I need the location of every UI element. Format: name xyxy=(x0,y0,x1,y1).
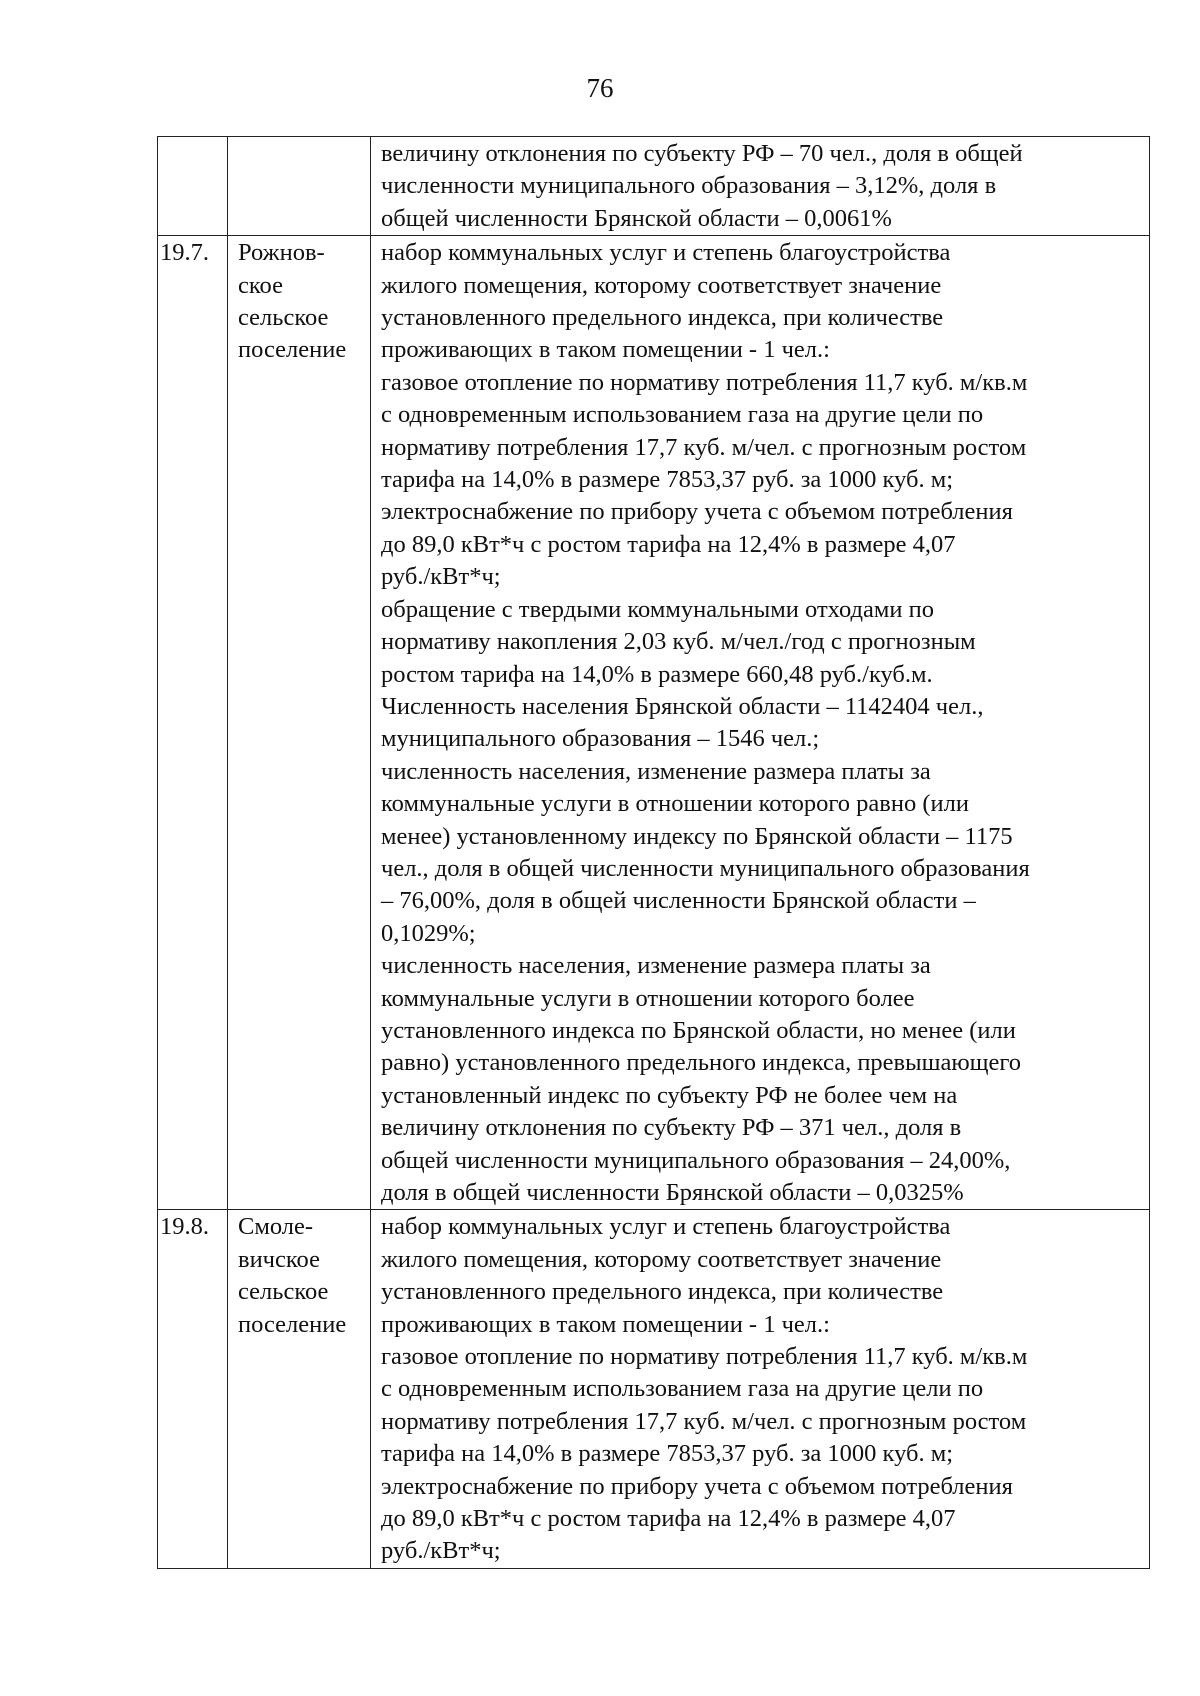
settlement-name-cell xyxy=(228,236,371,1210)
description-line: численность населения, изменение размера платы за xyxy=(381,952,931,980)
description-line: установленного предельного индекса, при количестве xyxy=(381,304,944,332)
description-line: газовое отопление по нормативу потребления 11,7 куб. м/кв.м xyxy=(381,1343,1028,1371)
settlement-name-line: ское xyxy=(238,271,283,299)
description-line: набор коммунальных услуг и степень благоустройства xyxy=(381,239,951,267)
description-line: обращение с твердыми коммунальными отходами по xyxy=(381,595,934,623)
description-line: руб./кВт*ч; xyxy=(381,1537,501,1565)
tariff-table xyxy=(157,136,1150,1569)
description-line: с одновременным использованием газа на другие цели по xyxy=(381,1375,984,1403)
description-cell xyxy=(371,236,1150,1210)
description-line: ростом тарифа на 14,0% в размере 660,48 руб./куб.м. xyxy=(381,660,933,688)
description-line: с одновременным использованием газа на другие цели по xyxy=(381,401,984,429)
table-row xyxy=(158,236,1150,1210)
description-line: проживающих в таком помещении - 1 чел.: xyxy=(381,1310,830,1338)
row-number: 19.7. xyxy=(160,239,209,267)
description-line: газовое отопление по нормативу потребления 11,7 куб. м/кв.м xyxy=(381,368,1028,396)
description-line: жилого помещения, которому соответствует значение xyxy=(381,271,942,299)
settlement-name-line: сельское xyxy=(238,304,329,332)
description-line: величину отклонения по субъекту РФ – 70 чел., доля в общей xyxy=(381,140,1023,167)
description-line: доля в общей численности Брянской области – 0,0325% xyxy=(381,1179,964,1206)
description-line: установленный индекс по субъекту РФ не более чем на xyxy=(381,1081,958,1109)
settlement-name-cell xyxy=(228,137,371,236)
description-line: нормативу потребления 17,7 куб. м/чел. с прогнозным ростом xyxy=(381,433,1027,461)
row-number-cell xyxy=(158,236,228,1210)
description-line: до 89,0 кВт*ч с ростом тарифа на 12,4% в размере 4,07 xyxy=(381,530,956,558)
description-line: набор коммунальных услуг и степень благоустройства xyxy=(381,1213,951,1241)
description-cell xyxy=(371,137,1150,236)
description-line: коммунальные услуги в отношении которого более xyxy=(381,984,915,1012)
row-number-cell xyxy=(158,137,228,236)
description-line: тарифа на 14,0% в размере 7853,37 руб. за 1000 куб. м; xyxy=(381,1440,954,1468)
description-line: общей численности Брянской области – 0,0061% xyxy=(381,204,892,232)
description-line: установленного индекса по Брянской области, но менее (или xyxy=(381,1016,1016,1044)
description-line: чел., доля в общей численности муниципального образования xyxy=(381,854,1030,882)
description-line: общей численности муниципального образования – 24,00%, xyxy=(381,1146,1011,1174)
description-line: проживающих в таком помещении - 1 чел.: xyxy=(381,336,830,364)
description-line: 0,1029%; xyxy=(381,919,476,947)
settlement-name-line: Смоле- xyxy=(238,1213,314,1241)
description-line: тарифа на 14,0% в размере 7853,37 руб. за 1000 куб. м; xyxy=(381,466,954,494)
description-line: электроснабжение по прибору учета с объемом потребления xyxy=(381,498,1013,526)
description-line: до 89,0 кВт*ч с ростом тарифа на 12,4% в размере 4,07 xyxy=(381,1505,956,1533)
settlement-name-cell xyxy=(228,1210,371,1568)
description-line: менее) установленному индексу по Брянской области – 1175 xyxy=(381,822,1013,850)
settlement-name-line: вичское xyxy=(238,1245,320,1273)
description-line: величину отклонения по субъекту РФ – 371 чел., доля в xyxy=(381,1114,962,1142)
description-cell xyxy=(371,1210,1150,1568)
description-line: нормативу потребления 17,7 куб. м/чел. с прогнозным ростом xyxy=(381,1407,1027,1435)
description-line: электроснабжение по прибору учета с объемом потребления xyxy=(381,1472,1013,1500)
table-row xyxy=(158,137,1150,236)
description-line: численности муниципального образования – 3,12%, доля в xyxy=(381,172,997,200)
description-line: жилого помещения, которому соответствует значение xyxy=(381,1245,942,1273)
description-line: коммунальные услуги в отношении которого равно (или xyxy=(381,790,969,818)
description-line: – 76,00%, доля в общей численности Брянской области – xyxy=(381,887,976,915)
description-line: нормативу накопления 2,03 куб. м/чел./год с прогнозным xyxy=(381,628,976,656)
settlement-name-line: поселение xyxy=(238,336,347,364)
description-line: равно) установленного предельного индекса, превышающего xyxy=(381,1049,1022,1077)
description-line: Численность населения Брянской области – 1142404 чел., xyxy=(381,692,984,720)
settlement-name-line: Рожнов- xyxy=(238,239,325,267)
table-row xyxy=(158,1210,1150,1568)
description-line: установленного предельного индекса, при количестве xyxy=(381,1278,944,1306)
page-number: 76 xyxy=(586,73,614,103)
table-body xyxy=(158,137,1150,1569)
description-line: численность населения, изменение размера платы за xyxy=(381,757,931,785)
settlement-name-line: поселение xyxy=(238,1310,347,1338)
description-line: муниципального образования – 1546 чел.; xyxy=(381,725,820,753)
description-line: руб./кВт*ч; xyxy=(381,563,501,591)
row-number: 19.8. xyxy=(160,1213,209,1241)
settlement-name-line: сельское xyxy=(238,1278,329,1306)
row-number-cell xyxy=(158,1210,228,1568)
